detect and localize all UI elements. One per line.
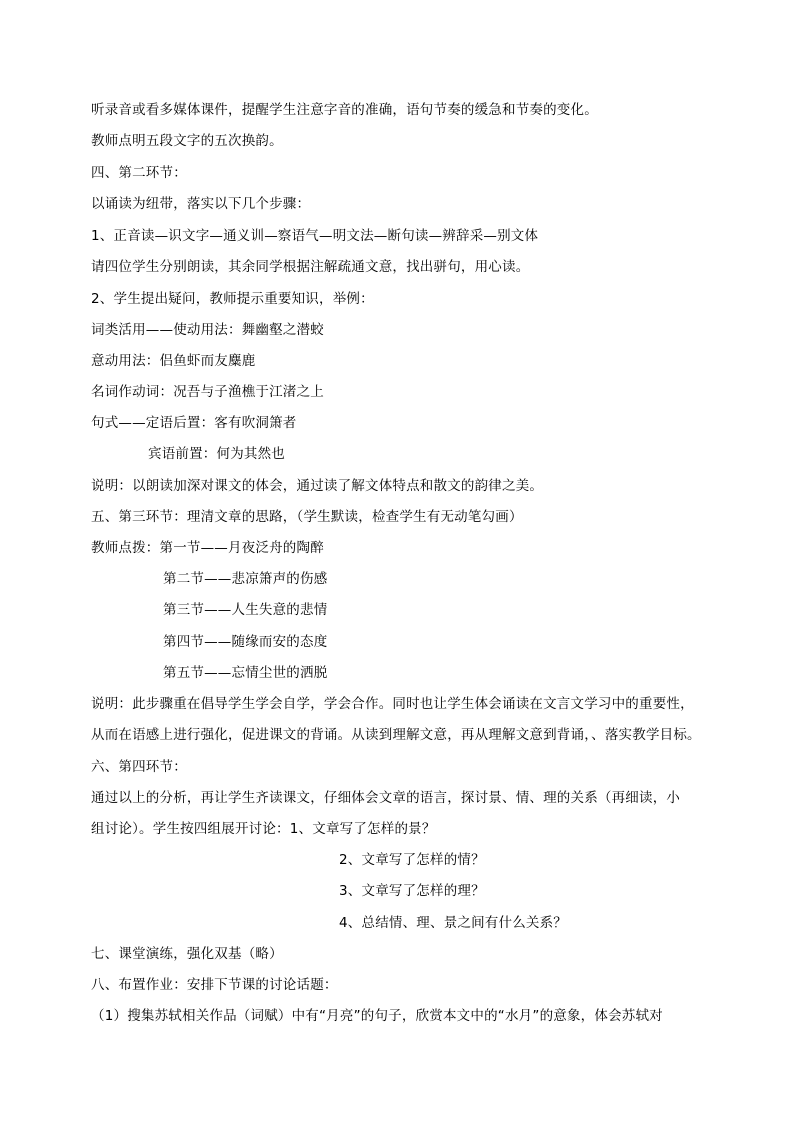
text-line: 4、总结情、理、景之间有什么关系？ — [339, 915, 567, 931]
section-heading: 七、课堂演练，强化双基（略） — [91, 946, 283, 962]
text-line: 通过以上的分析，再让学生齐读课文，仔细体会文章的语言，探讨景、情、理的关系（再细读，小 — [91, 790, 681, 806]
text-line: 2、文章写了怎样的情？ — [339, 852, 485, 868]
text-line: 听录音或看多媒体课件，提醒学生注意字音的准确，语句节奏的缓急和节奏的变化。 — [91, 102, 598, 118]
text-line: 2、学生提出疑问，教师提示重要知识，举例： — [91, 291, 374, 307]
text-line: 意动用法：侣鱼虾而友麋鹿 — [91, 353, 256, 369]
text-line: 说明：此步骤重在倡导学生学会自学，学会合作。同时也让学生体会诵读在文言文学习中的重要性， — [91, 696, 694, 712]
text-line: 句式——定语后置：客有吹洞箫者 — [91, 415, 297, 431]
text-line: 组讨论）。学生按四组展开讨论：1、文章写了怎样的景？ — [91, 821, 436, 837]
section-heading: 八、布置作业：安排下节课的讨论话题： — [91, 977, 338, 993]
text-line: 词类活用——使动用法：舞幽壑之潜蛟 — [91, 322, 324, 338]
text-line: 1、正音读—识文字—通义训—察语气—明文法—断句读—辨辞采—别文体 — [91, 228, 539, 244]
section-heading: 六、第四环节： — [91, 759, 187, 775]
text-line: 说明：以朗读加深对课文的体会，通过读了解文体特点和散文的韵律之美。 — [91, 478, 544, 494]
text-line: 第四节——随缘而安的态度 — [163, 634, 328, 650]
text-line: 第三节——人生失意的悲情 — [163, 602, 328, 618]
text-line: 3、文章写了怎样的理？ — [339, 883, 485, 899]
text-line: 教师点拨：第一节——月夜泛舟的陶醉 — [91, 540, 324, 556]
text-line: 名词作动词：况吾与子渔樵于江渚之上 — [91, 384, 324, 400]
text-line: 宾语前置：何为其然也 — [148, 446, 285, 462]
text-line: 请四位学生分别朗读，其余同学根据注解疏通文意，找出骈句，用心读。 — [91, 259, 530, 275]
text-line: 以诵读为纽带，落实以下几个步骤： — [91, 196, 311, 212]
text-line: 第二节——悲凉箫声的伤感 — [163, 571, 328, 587]
text-line: 教师点明五段文字的五次换韵。 — [91, 133, 283, 149]
section-heading: 四、第二环节： — [91, 165, 187, 181]
section-heading: 五、第三环节：理清文章的思路，（学生默读，检查学生有无动笔勾画） — [91, 509, 523, 525]
text-line: 从而在语感上进行强化，促进课文的背诵。从读到理解文意，再从理解文意到背诵，、落实教学目标。 — [91, 727, 701, 743]
text-line: 第五节——忘情尘世的洒脱 — [163, 665, 328, 681]
text-line: （1）搜集苏轼相关作品（词赋）中有“月亮”的句子，欣赏本文中的“水月”的意象，体会苏轼对 — [91, 1008, 663, 1024]
